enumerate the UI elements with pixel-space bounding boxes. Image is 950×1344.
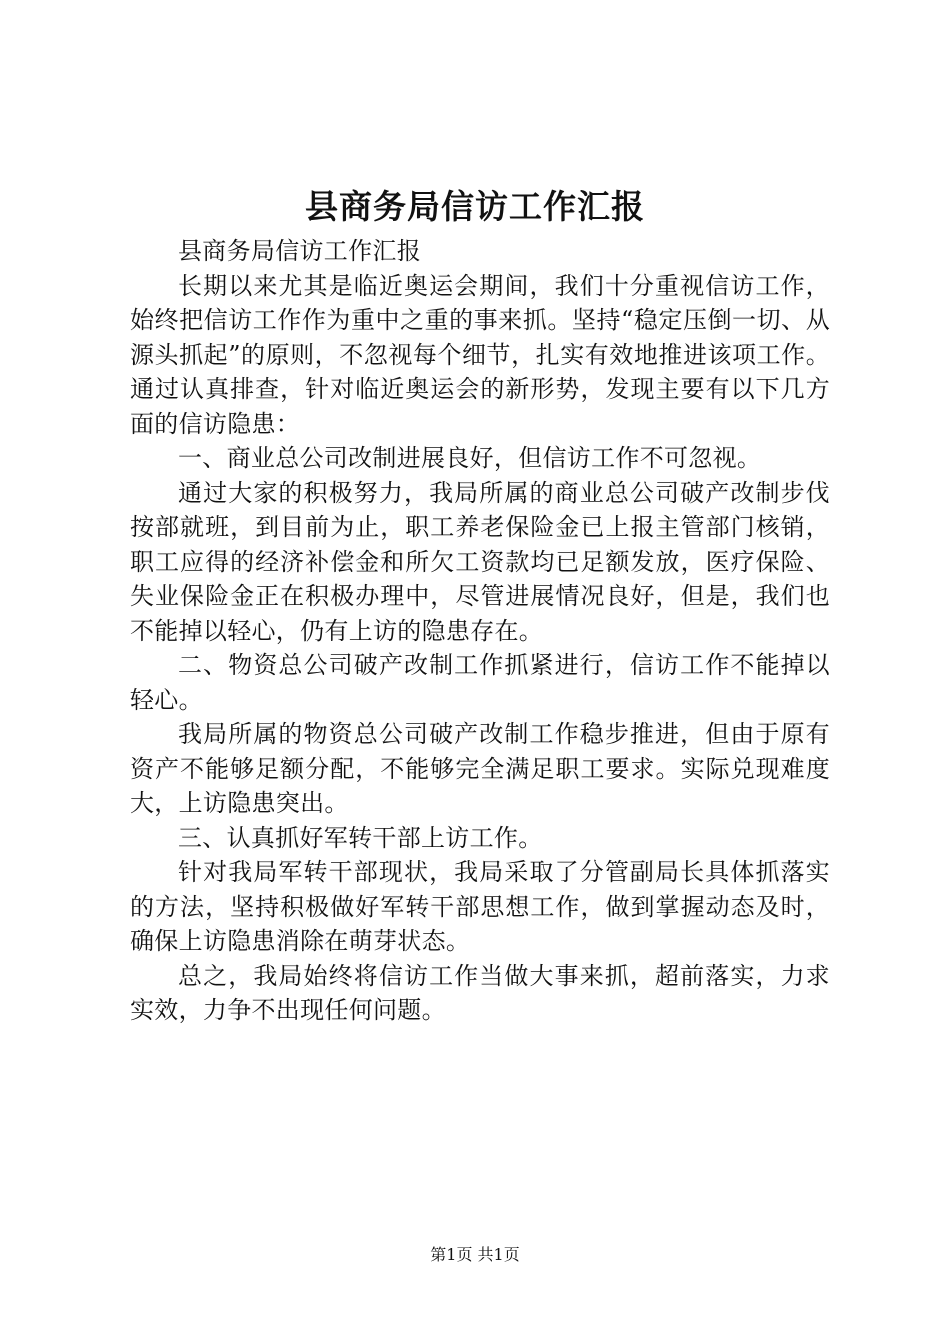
document-title: 县商务局信访工作汇报 — [305, 187, 645, 226]
page-footer: 第1页 共1页 — [430, 1245, 520, 1264]
section-heading-3: 三、认真抓好军转干部上访工作。 — [178, 823, 543, 852]
paragraph-section-3: 针对我局军转干部现状，我局采取了分管副局长具体抓落实的方法，坚持积极做好军转干部思想工作，做到掌握动态及时，确保上访隐患消除在萌芽状态。 — [130, 858, 830, 955]
section-heading-2: 二、物资总公司破产改制工作抓紧进行，信访工作不能掉以轻心。 — [130, 651, 830, 714]
paragraph-conclusion: 总之，我局始终将信访工作当做大事来抓，超前落实，力求实效，力争不出现任何问题。 — [130, 961, 830, 1024]
paragraph-heading: 县商务局信访工作汇报 — [178, 237, 421, 265]
paragraph-section-2: 我局所属的物资总公司破产改制工作稳步推进，但由于原有资产不能够足额分配，不能够完全满足职工要求。实际兑现难度大，上访隐患突出。 — [130, 720, 830, 817]
paragraph-intro: 长期以来尤其是临近奥运会期间，我们十分重视信访工作，始终把信访工作作为重中之重的事来抓。坚持“稳定压倒一切、从源头抓起”的原则，不忽视每个细节，扎实有效地推进该项工作。通过认真排查，针对临近奥运会的新形势，发现主要有以下几方面的信访隐患： — [130, 271, 830, 438]
document-body — [130, 234, 830, 1028]
section-heading-1: 一、商业总公司改制进展良好，但信访工作不可忽视。 — [178, 444, 762, 472]
paragraph-section-1: 通过大家的积极努力，我局所属的商业总公司破产改制步伐按部就班，到目前为止，职工养老保险金已上报主管部门核销，职工应得的经济补偿金和所欠工资款均已足额发放，医疗保险、失业保险金正在积极办理中，尽管进展情况良好，但是，我们也不能掉以轻心，仍有上访的隐患存在。 — [130, 478, 830, 645]
